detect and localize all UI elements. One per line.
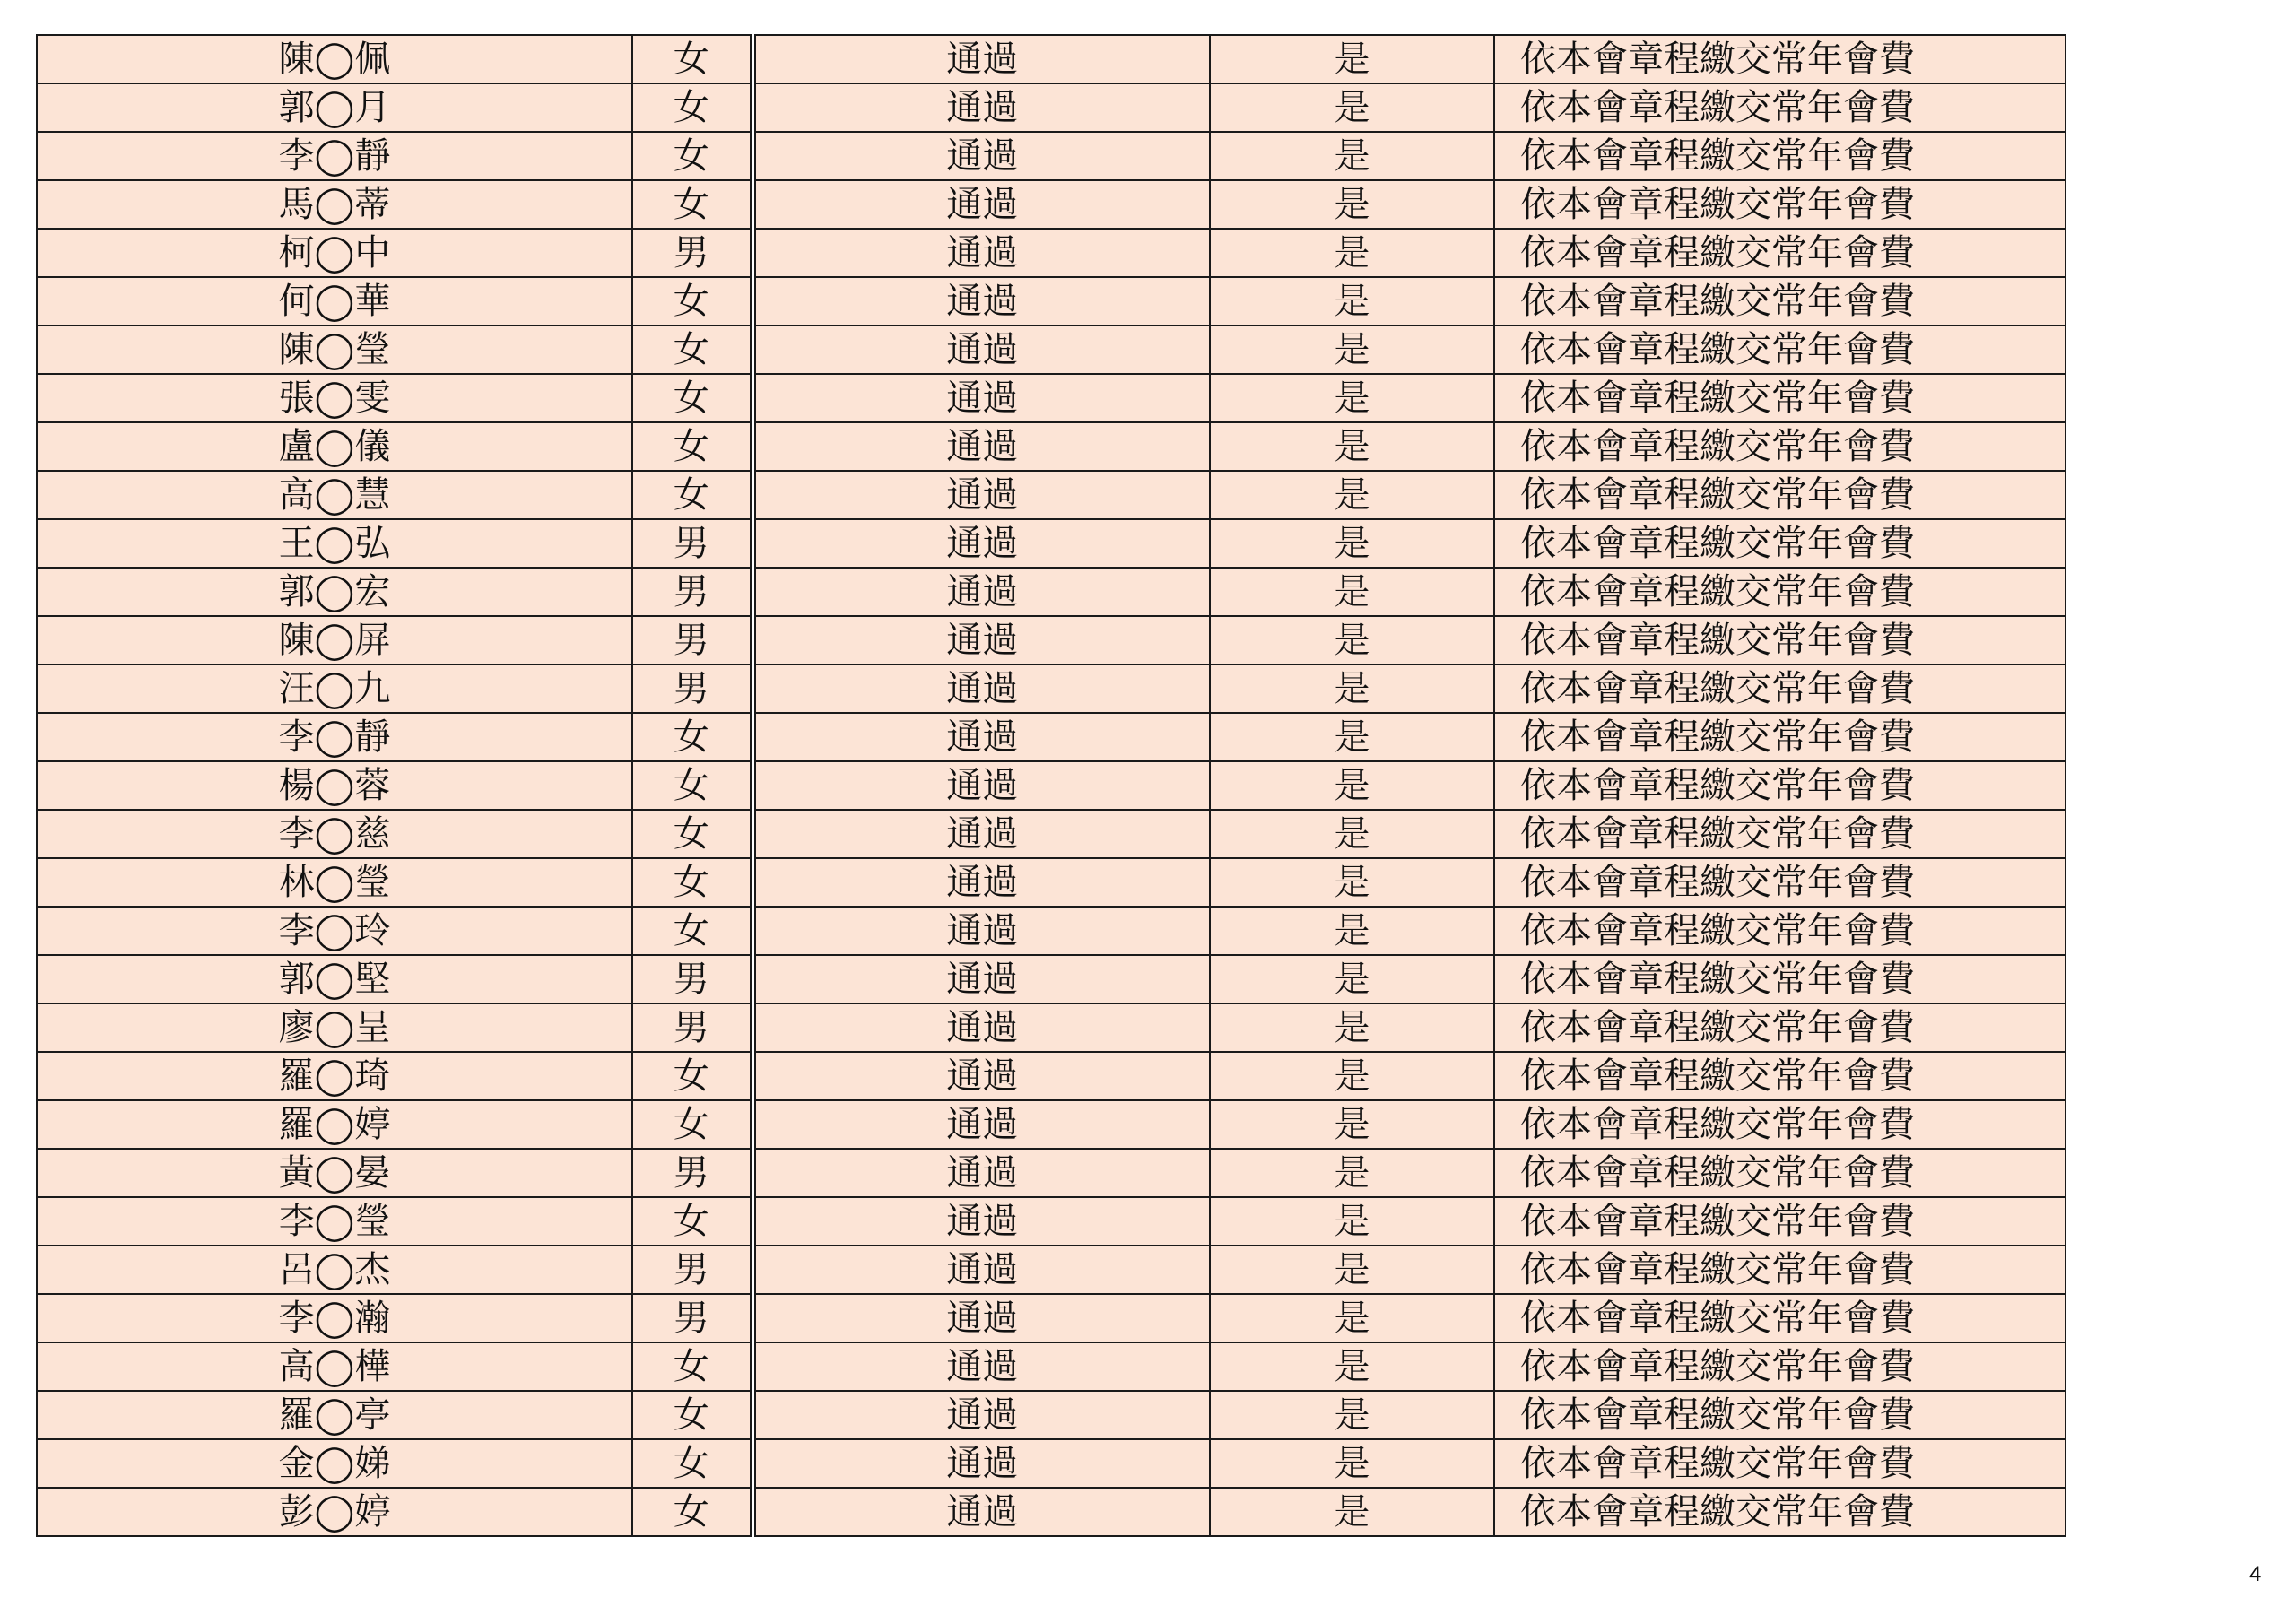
confirmed-cell: 是 — [1210, 1391, 1494, 1439]
review-result-cell: 通過 — [752, 858, 1210, 907]
review-result-cell: 通過 — [752, 761, 1210, 810]
review-result-cell: 通過 — [752, 180, 1210, 229]
confirmed-cell: 是 — [1210, 1488, 1494, 1536]
gender-cell: 女 — [632, 907, 752, 955]
member-name-cell: 郭◯宏 — [37, 568, 632, 616]
fee-note-cell: 依本會章程繳交常年會費 — [1494, 1294, 2066, 1342]
fee-note-cell: 依本會章程繳交常年會費 — [1494, 1149, 2066, 1197]
table-row — [37, 422, 2066, 471]
review-result-cell: 通過 — [752, 35, 1210, 83]
gender-cell: 男 — [632, 616, 752, 664]
fee-note-cell: 依本會章程繳交常年會費 — [1494, 326, 2066, 374]
confirmed-cell: 是 — [1210, 955, 1494, 1003]
confirmed-cell: 是 — [1210, 1197, 1494, 1246]
table-row — [37, 374, 2066, 422]
gender-cell: 女 — [632, 858, 752, 907]
fee-note-cell: 依本會章程繳交常年會費 — [1494, 1391, 2066, 1439]
confirmed-cell: 是 — [1210, 1246, 1494, 1294]
member-name-cell: 李◯瑩 — [37, 1197, 632, 1246]
member-name-cell: 柯◯中 — [37, 229, 632, 277]
confirmed-cell: 是 — [1210, 1149, 1494, 1197]
table-row — [37, 616, 2066, 664]
fee-note-cell: 依本會章程繳交常年會費 — [1494, 955, 2066, 1003]
gender-cell: 女 — [632, 1439, 752, 1488]
confirmed-cell: 是 — [1210, 229, 1494, 277]
review-result-cell: 通過 — [752, 1246, 1210, 1294]
gender-cell: 女 — [632, 374, 752, 422]
confirmed-cell: 是 — [1210, 374, 1494, 422]
fee-note-cell: 依本會章程繳交常年會費 — [1494, 471, 2066, 519]
member-name-cell: 廖◯呈 — [37, 1003, 632, 1052]
review-result-cell: 通過 — [752, 1391, 1210, 1439]
table-row — [37, 1488, 2066, 1536]
confirmed-cell: 是 — [1210, 1294, 1494, 1342]
member-name-cell: 陳◯瑩 — [37, 326, 632, 374]
confirmed-cell: 是 — [1210, 422, 1494, 471]
table-row — [37, 132, 2066, 180]
review-result-cell: 通過 — [752, 664, 1210, 713]
review-result-cell: 通過 — [752, 1149, 1210, 1197]
fee-note-cell: 依本會章程繳交常年會費 — [1494, 519, 2066, 568]
review-result-cell: 通過 — [752, 955, 1210, 1003]
table-row — [37, 1052, 2066, 1100]
member-name-cell: 李◯玲 — [37, 907, 632, 955]
fee-note-cell: 依本會章程繳交常年會費 — [1494, 713, 2066, 761]
gender-cell: 女 — [632, 180, 752, 229]
review-result-cell: 通過 — [752, 1488, 1210, 1536]
table-row — [37, 1342, 2066, 1391]
review-result-cell: 通過 — [752, 616, 1210, 664]
gender-cell: 女 — [632, 83, 752, 132]
table-row — [37, 568, 2066, 616]
review-result-cell: 通過 — [752, 374, 1210, 422]
table-row — [37, 519, 2066, 568]
review-result-cell: 通過 — [752, 1197, 1210, 1246]
gender-cell: 男 — [632, 1003, 752, 1052]
table-row — [37, 713, 2066, 761]
review-result-cell: 通過 — [752, 1052, 1210, 1100]
confirmed-cell: 是 — [1210, 1003, 1494, 1052]
confirmed-cell: 是 — [1210, 1342, 1494, 1391]
table-row — [37, 1003, 2066, 1052]
table-row — [37, 664, 2066, 713]
confirmed-cell: 是 — [1210, 810, 1494, 858]
confirmed-cell: 是 — [1210, 326, 1494, 374]
table-row — [37, 858, 2066, 907]
confirmed-cell: 是 — [1210, 471, 1494, 519]
table-row — [37, 1149, 2066, 1197]
confirmed-cell: 是 — [1210, 761, 1494, 810]
fee-note-cell: 依本會章程繳交常年會費 — [1494, 180, 2066, 229]
member-roster-table — [36, 34, 2066, 1537]
confirmed-cell: 是 — [1210, 132, 1494, 180]
review-result-cell: 通過 — [752, 1342, 1210, 1391]
fee-note-cell: 依本會章程繳交常年會費 — [1494, 1488, 2066, 1536]
review-result-cell: 通過 — [752, 1439, 1210, 1488]
fee-note-cell: 依本會章程繳交常年會費 — [1494, 1342, 2066, 1391]
table-row — [37, 761, 2066, 810]
member-name-cell: 李◯靜 — [37, 713, 632, 761]
table-row — [37, 955, 2066, 1003]
gender-cell: 男 — [632, 568, 752, 616]
member-name-cell: 郭◯堅 — [37, 955, 632, 1003]
review-result-cell: 通過 — [752, 326, 1210, 374]
table-row — [37, 1294, 2066, 1342]
confirmed-cell: 是 — [1210, 1100, 1494, 1149]
fee-note-cell: 依本會章程繳交常年會費 — [1494, 810, 2066, 858]
gender-cell: 女 — [632, 132, 752, 180]
confirmed-cell: 是 — [1210, 858, 1494, 907]
member-name-cell: 李◯瀚 — [37, 1294, 632, 1342]
confirmed-cell: 是 — [1210, 1439, 1494, 1488]
gender-cell: 女 — [632, 1488, 752, 1536]
gender-cell: 女 — [632, 1342, 752, 1391]
table-row — [37, 277, 2066, 326]
fee-note-cell: 依本會章程繳交常年會費 — [1494, 568, 2066, 616]
fee-note-cell: 依本會章程繳交常年會費 — [1494, 229, 2066, 277]
table-row — [37, 907, 2066, 955]
member-name-cell: 林◯瑩 — [37, 858, 632, 907]
member-name-cell: 李◯靜 — [37, 132, 632, 180]
fee-note-cell: 依本會章程繳交常年會費 — [1494, 132, 2066, 180]
gender-cell: 女 — [632, 1052, 752, 1100]
member-name-cell: 黃◯晏 — [37, 1149, 632, 1197]
table-row — [37, 326, 2066, 374]
table-row — [37, 1391, 2066, 1439]
confirmed-cell: 是 — [1210, 35, 1494, 83]
gender-cell: 男 — [632, 519, 752, 568]
gender-cell: 女 — [632, 326, 752, 374]
fee-note-cell: 依本會章程繳交常年會費 — [1494, 1003, 2066, 1052]
confirmed-cell: 是 — [1210, 568, 1494, 616]
review-result-cell: 通過 — [752, 1003, 1210, 1052]
review-result-cell: 通過 — [752, 83, 1210, 132]
confirmed-cell: 是 — [1210, 277, 1494, 326]
review-result-cell: 通過 — [752, 1294, 1210, 1342]
member-name-cell: 盧◯儀 — [37, 422, 632, 471]
confirmed-cell: 是 — [1210, 713, 1494, 761]
page-number: 4 — [2249, 1562, 2262, 1586]
fee-note-cell: 依本會章程繳交常年會費 — [1494, 907, 2066, 955]
gender-cell: 女 — [632, 277, 752, 326]
table-row — [37, 1100, 2066, 1149]
member-name-cell: 陳◯屏 — [37, 616, 632, 664]
review-result-cell: 通過 — [752, 277, 1210, 326]
confirmed-cell: 是 — [1210, 1052, 1494, 1100]
member-name-cell: 郭◯月 — [37, 83, 632, 132]
confirmed-cell: 是 — [1210, 519, 1494, 568]
member-name-cell: 馬◯蒂 — [37, 180, 632, 229]
roster-body — [37, 35, 2066, 1536]
member-name-cell: 羅◯婷 — [37, 1100, 632, 1149]
fee-note-cell: 依本會章程繳交常年會費 — [1494, 1246, 2066, 1294]
review-result-cell: 通過 — [752, 229, 1210, 277]
fee-note-cell: 依本會章程繳交常年會費 — [1494, 35, 2066, 83]
fee-note-cell: 依本會章程繳交常年會費 — [1494, 83, 2066, 132]
review-result-cell: 通過 — [752, 1100, 1210, 1149]
fee-note-cell: 依本會章程繳交常年會費 — [1494, 277, 2066, 326]
member-name-cell: 高◯慧 — [37, 471, 632, 519]
confirmed-cell: 是 — [1210, 616, 1494, 664]
member-name-cell: 羅◯亭 — [37, 1391, 632, 1439]
confirmed-cell: 是 — [1210, 83, 1494, 132]
member-name-cell: 王◯弘 — [37, 519, 632, 568]
member-name-cell: 羅◯琦 — [37, 1052, 632, 1100]
gender-cell: 男 — [632, 664, 752, 713]
table-row — [37, 1439, 2066, 1488]
review-result-cell: 通過 — [752, 810, 1210, 858]
review-result-cell: 通過 — [752, 471, 1210, 519]
member-name-cell: 汪◯九 — [37, 664, 632, 713]
gender-cell: 男 — [632, 1149, 752, 1197]
fee-note-cell: 依本會章程繳交常年會費 — [1494, 761, 2066, 810]
gender-cell: 男 — [632, 955, 752, 1003]
gender-cell: 女 — [632, 1391, 752, 1439]
member-name-cell: 金◯娣 — [37, 1439, 632, 1488]
confirmed-cell: 是 — [1210, 664, 1494, 713]
fee-note-cell: 依本會章程繳交常年會費 — [1494, 1052, 2066, 1100]
gender-cell: 女 — [632, 713, 752, 761]
fee-note-cell: 依本會章程繳交常年會費 — [1494, 1439, 2066, 1488]
fee-note-cell: 依本會章程繳交常年會費 — [1494, 664, 2066, 713]
table-row — [37, 35, 2066, 83]
table-row — [37, 1246, 2066, 1294]
gender-cell: 女 — [632, 422, 752, 471]
member-name-cell: 楊◯蓉 — [37, 761, 632, 810]
review-result-cell: 通過 — [752, 713, 1210, 761]
gender-cell: 男 — [632, 229, 752, 277]
member-name-cell: 彭◯婷 — [37, 1488, 632, 1536]
confirmed-cell: 是 — [1210, 180, 1494, 229]
fee-note-cell: 依本會章程繳交常年會費 — [1494, 374, 2066, 422]
fee-note-cell: 依本會章程繳交常年會費 — [1494, 422, 2066, 471]
gender-cell: 女 — [632, 1100, 752, 1149]
table-row — [37, 1197, 2066, 1246]
gender-cell: 女 — [632, 1197, 752, 1246]
review-result-cell: 通過 — [752, 132, 1210, 180]
fee-note-cell: 依本會章程繳交常年會費 — [1494, 858, 2066, 907]
fee-note-cell: 依本會章程繳交常年會費 — [1494, 1100, 2066, 1149]
review-result-cell: 通過 — [752, 519, 1210, 568]
table-row — [37, 810, 2066, 858]
review-result-cell: 通過 — [752, 422, 1210, 471]
member-name-cell: 高◯樺 — [37, 1342, 632, 1391]
member-name-cell: 陳◯佩 — [37, 35, 632, 83]
member-roster-sheet — [36, 34, 2065, 1537]
fee-note-cell: 依本會章程繳交常年會費 — [1494, 1197, 2066, 1246]
member-name-cell: 張◯雯 — [37, 374, 632, 422]
table-row — [37, 83, 2066, 132]
gender-cell: 男 — [632, 1294, 752, 1342]
member-name-cell: 李◯慈 — [37, 810, 632, 858]
table-row — [37, 229, 2066, 277]
gender-cell: 女 — [632, 471, 752, 519]
gender-cell: 女 — [632, 35, 752, 83]
table-row — [37, 471, 2066, 519]
member-name-cell: 何◯華 — [37, 277, 632, 326]
table-row — [37, 180, 2066, 229]
gender-cell: 女 — [632, 761, 752, 810]
review-result-cell: 通過 — [752, 568, 1210, 616]
confirmed-cell: 是 — [1210, 907, 1494, 955]
gender-cell: 女 — [632, 810, 752, 858]
fee-note-cell: 依本會章程繳交常年會費 — [1494, 616, 2066, 664]
review-result-cell: 通過 — [752, 907, 1210, 955]
member-name-cell: 呂◯杰 — [37, 1246, 632, 1294]
gender-cell: 男 — [632, 1246, 752, 1294]
